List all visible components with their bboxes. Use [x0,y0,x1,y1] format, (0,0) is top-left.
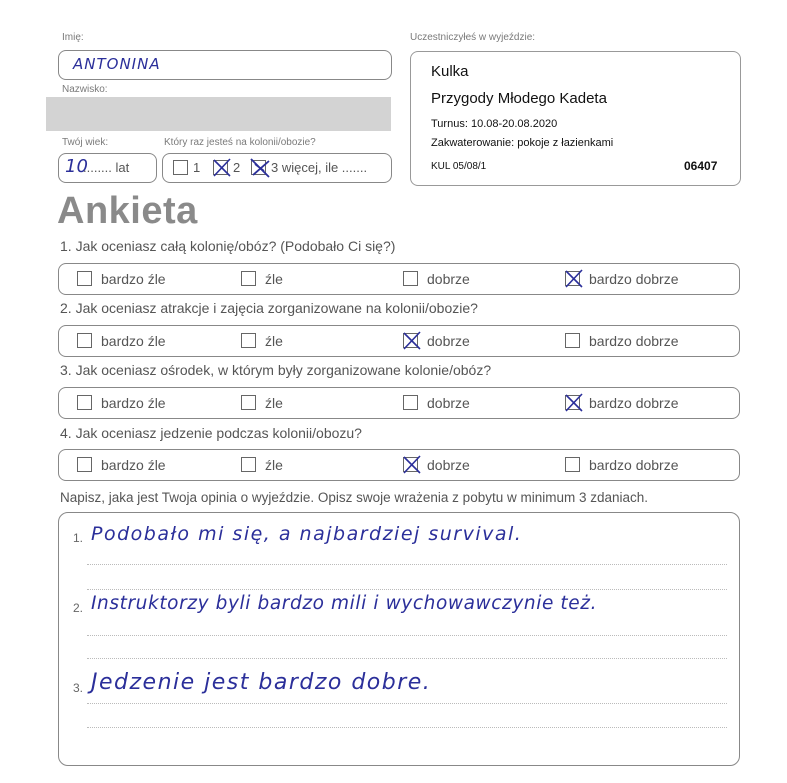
check-x-icon [249,157,271,179]
check-x-icon [563,392,585,414]
option-label: źle [265,271,283,287]
times-label: Który raz jesteś na kolonii/obozie? [164,137,316,148]
question-3-checkbox-2[interactable] [241,395,256,410]
times-checkbox-1[interactable] [173,160,188,175]
form-number: 06407 [684,159,718,173]
question-1-checkbox-4[interactable] [565,271,580,286]
age-field[interactable] [58,153,157,183]
question-1-text: 1. Jak oceniasz całą kolonię/obóz? (Podobało Ci się?) [60,238,396,254]
question-2-checkbox-3[interactable] [403,333,418,348]
times-option-3: 3 więcej, ile ....... [271,160,368,175]
writing-line [87,703,727,704]
age-label: Twój wiek: [62,137,109,148]
times-field[interactable] [162,153,392,183]
times-checkbox-2[interactable] [213,160,228,175]
check-x-icon [211,157,233,179]
accom-row [431,137,613,149]
name-label: Imię: [62,32,84,43]
answer-number: 3. [73,681,84,695]
accom-value: pokoje z łazienkami [517,137,614,149]
question-2-options [58,325,740,357]
camp-name: Kulka [431,63,469,80]
option-label: dobrze [427,271,470,287]
question-3-checkbox-1[interactable] [77,395,92,410]
turnus-row [431,118,557,130]
check-x-icon [401,330,423,352]
option-label: źle [265,457,283,473]
writing-line [87,727,727,728]
option-label: bardzo dobrze [589,271,679,287]
question-2-text: 2. Jak oceniasz atrakcje i zajęcia zorganizowane na kolonii/obozie? [60,300,478,316]
question-3-text: 3. Jak oceniasz ośrodek, w którym były zorganizowane kolonie/obóz? [60,362,492,378]
turnus-value: 10.08-20.08.2020 [470,118,558,130]
question-4-options [58,449,740,481]
question-2-checkbox-4[interactable] [565,333,580,348]
option-label: bardzo źle [101,395,166,411]
question-4-checkbox-4[interactable] [565,457,580,472]
name-field[interactable] [58,50,392,80]
option-label: źle [265,395,283,411]
option-label: źle [265,333,283,349]
question-4-checkbox-1[interactable] [77,457,92,472]
question-4-checkbox-2[interactable] [241,457,256,472]
option-label: bardzo dobrze [589,333,679,349]
surname-label: Nazwisko: [62,84,108,95]
program-name: Przygody Młodego Kadeta [431,90,607,107]
answer-number: 1. [73,531,84,545]
question-4-checkbox-3[interactable] [403,457,418,472]
option-label: bardzo źle [101,271,166,287]
writing-line [87,635,727,636]
writing-line [87,564,727,565]
name-value: ANTONINA [73,55,161,73]
question-1-checkbox-3[interactable] [403,271,418,286]
question-4-text: 4. Jak oceniasz jedzenie podczas kolonii/obozu? [60,425,362,441]
times-checkbox-3[interactable] [251,160,266,175]
answer-1: Podobało mi się, a najbardziej survival. [91,523,523,545]
question-3-checkbox-3[interactable] [403,395,418,410]
option-label: bardzo źle [101,333,166,349]
camp-code: KUL 05/08/1 [431,161,487,172]
question-1-checkbox-2[interactable] [241,271,256,286]
participant-card [410,51,741,186]
opinion-box[interactable] [58,512,740,766]
question-3-checkbox-4[interactable] [565,395,580,410]
age-suffix: ........ lat [83,160,130,175]
option-label: bardzo dobrze [589,395,679,411]
times-option-1: 1 [193,160,201,175]
age-value: 10 [65,156,88,177]
question-1-options [58,263,740,295]
question-3-options [58,387,740,419]
question-2-checkbox-2[interactable] [241,333,256,348]
answer-number: 2. [73,601,84,615]
surname-redaction [46,97,391,131]
opinion-prompt: Napisz, jaka jest Twoja opinia o wyjeździe. Opisz swoje wrażenia z pobytu w minimum 3 zdaniach. [60,490,649,505]
answer-3: Jedzenie jest bardzo dobre. [91,670,432,695]
option-label: dobrze [427,457,470,473]
writing-line [87,658,727,659]
option-label: dobrze [427,333,470,349]
turnus-label: Turnus: [431,118,468,130]
page-title: Ankieta [57,190,198,232]
participant-label: Uczestniczyłeś w wyjeździe: [410,32,536,43]
check-x-icon [401,454,423,476]
question-1-checkbox-1[interactable] [77,271,92,286]
question-2-checkbox-1[interactable] [77,333,92,348]
check-x-icon [563,268,585,290]
option-label: bardzo źle [101,457,166,473]
accom-label: Zakwaterowanie: [431,137,515,149]
option-label: dobrze [427,395,470,411]
option-label: bardzo dobrze [589,457,679,473]
writing-line [87,589,727,590]
answer-2: Instruktorzy byli bardzo mili i wychowawczynie też. [91,593,598,614]
times-option-2: 2 [233,160,241,175]
